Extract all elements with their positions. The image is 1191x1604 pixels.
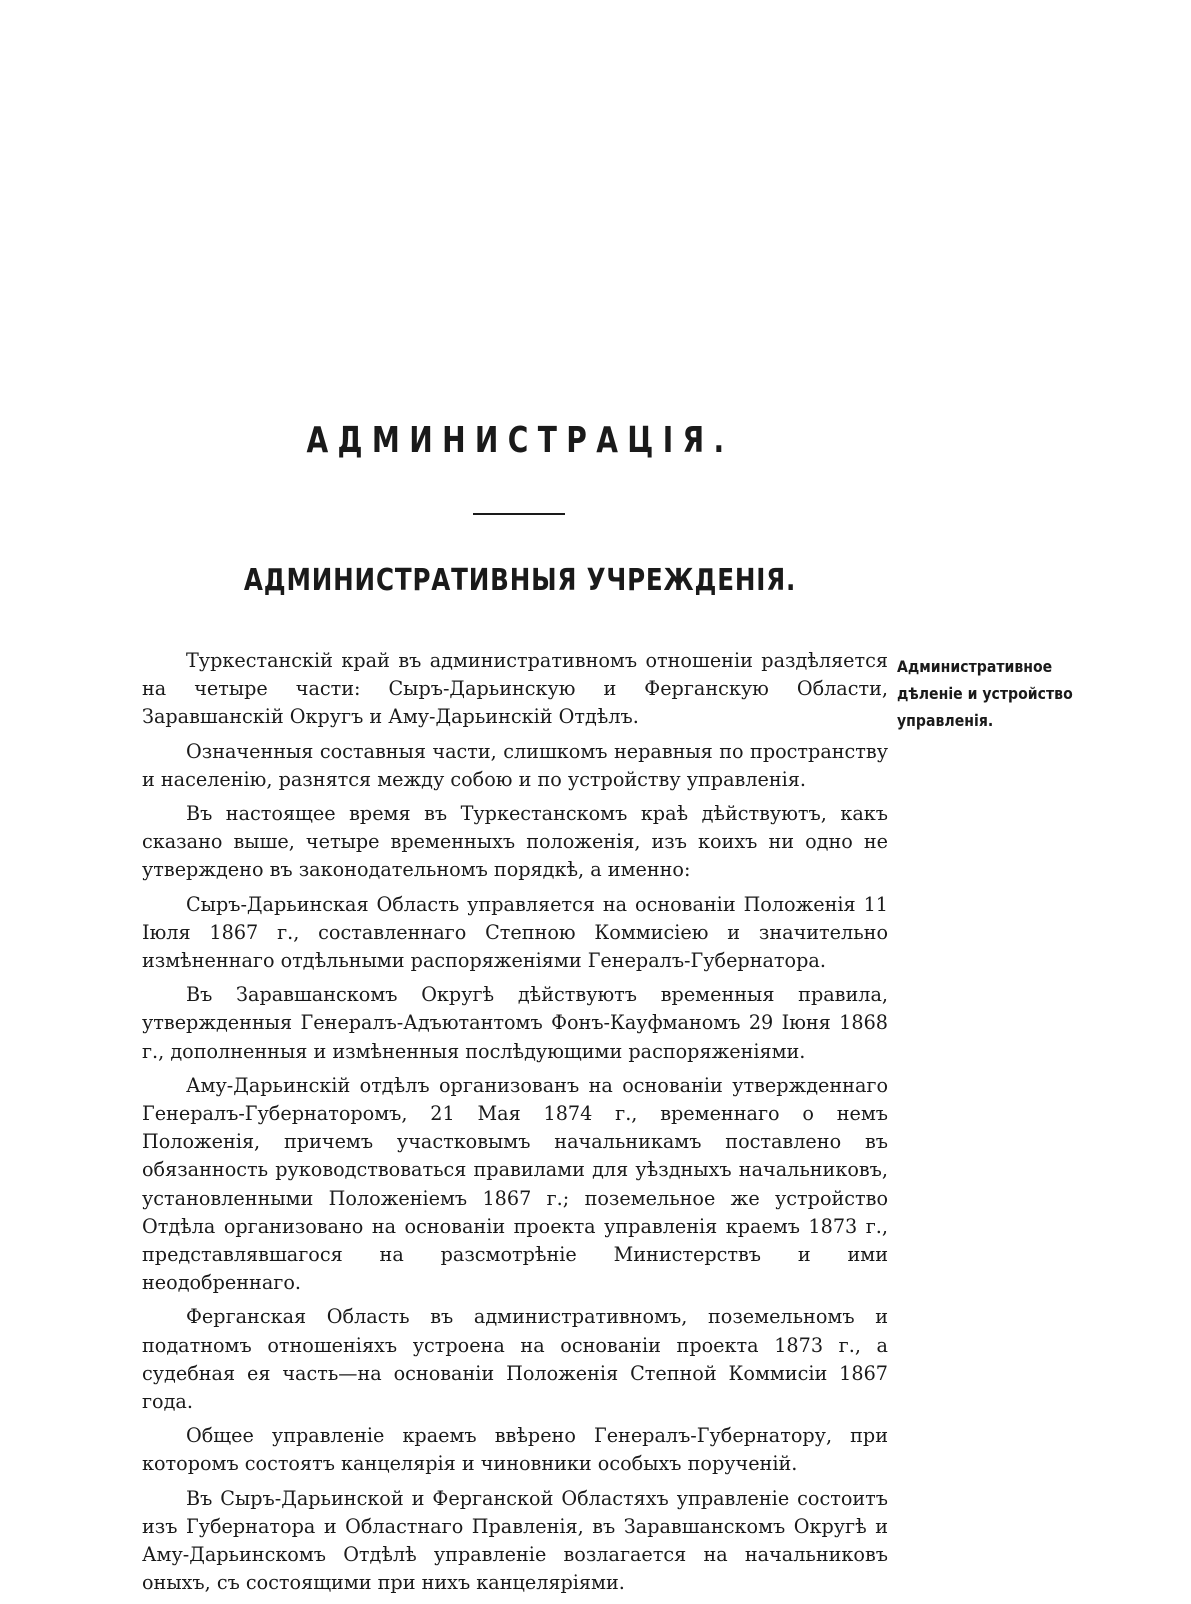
- body-text: [142, 647, 888, 1604]
- paragraph: Въ настоящее время въ Туркестанскомъ краѣ дѣйствуютъ, какъ сказано выше, четыре временныхъ положенія, изъ коихъ ни одно не утверждено въ законодательномъ порядкѣ, а именно:: [142, 802, 888, 882]
- paragraph: Аму-Дарьинскій отдѣлъ организованъ на основаніи утвержденнаго Генералъ-Губернаторомъ, 21 Мая 1874 г., временнаго о немъ Положенія, причемъ участковымъ начальникамъ поставлено въ обязанность руководствоваться правилами для уѣздныхъ начальниковъ, установленными Положеніемъ 1867 г.; поземельное же устройство Отдѣла организовано на основаніи проекта управленія краемъ 1873 г., представлявшагося на разсмотрѣніе Министерствъ и ими неодобреннаго.: [142, 1073, 888, 1295]
- page-title: АДМИНИСТРАЦІЯ.: [306, 420, 734, 461]
- section-title: АДМИНИСТРАТИВНЫЯ УЧРЕЖДЕНІЯ.: [243, 563, 797, 598]
- paragraph: Сыръ-Дарьинская Область управляется на основаніи Положенія 11 Іюля 1867 г., составленнаго Степною Коммисіею и значительно измѣненнаго отдѣльными распоряженіями Генералъ-Губернатора.: [142, 892, 888, 973]
- margin-note-line: управленія.: [897, 711, 994, 730]
- margin-note-line: дѣленіе и устройство: [897, 684, 1073, 703]
- margin-note: [897, 653, 1073, 734]
- paragraph: Въ Заравшанскомъ Округѣ дѣйствуютъ временныя правила, утвержденныя Генералъ-Адъютантомъ Фонъ-Кауфманомъ 29 Іюня 1868 г., дополненныя и измѣненныя послѣдующими распоряженіями.: [142, 983, 888, 1063]
- margin-note-line: Административное: [897, 657, 1053, 676]
- title-divider: [473, 513, 565, 515]
- paragraph: Въ Сыръ-Дарьинской и Ферганской Областяхъ управленіе состоитъ изъ Губернатора и Областнаго Правленія, въ Заравшанскомъ Округѣ и Аму-Дарьинскомъ Отдѣлѣ управленіе возлагается на начальниковъ оныхъ, съ состоящими при нихъ канцеляріями.: [142, 1486, 888, 1595]
- paragraph: Общее управленіе краемъ ввѣрено Генералъ-Губернатору, при которомъ состоятъ канцелярія и чиновники особыхъ порученій.: [142, 1424, 888, 1476]
- paragraph: Ферганская Область въ административномъ, поземельномъ и податномъ отношеніяхъ устроена на основаніи проекта 1873 г., а судебная ея часть—на основаніи Положенія Степной Коммисіи 1867 года.: [142, 1305, 888, 1414]
- paragraph: Туркестанскій край въ административномъ отношеніи раздѣляется на четыре части: Сыръ-Дарьинскую и Ферганскую Области, Заравшанскій Округъ и Аму-Дарьинскій Отдѣлъ.: [142, 649, 888, 729]
- paragraph: Означенныя составныя части, слишкомъ неравныя по пространству и населенію, разнятся между собою и по устройству управленія.: [142, 739, 888, 791]
